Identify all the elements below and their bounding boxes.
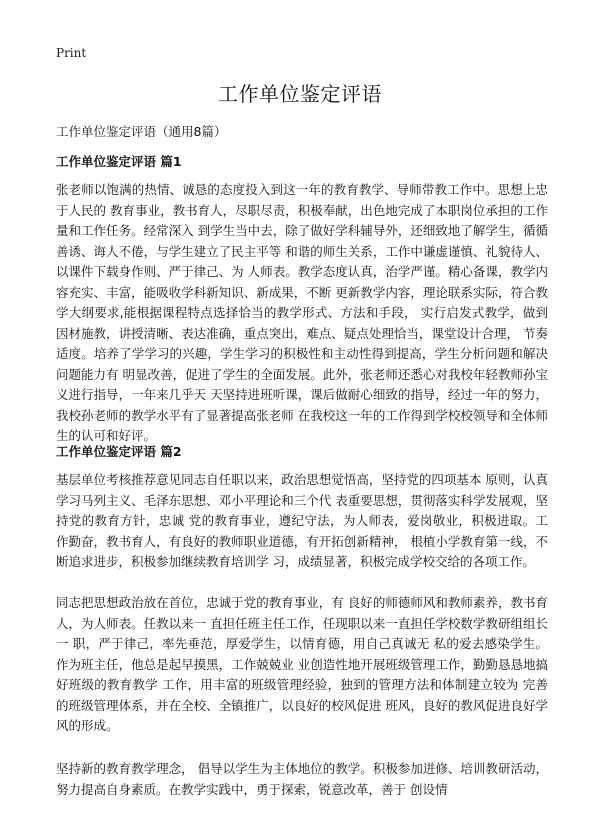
section-1-paragraph-1: 张老师以饱满的热情、诚恳的态度投入到这一年的教育教学、导师带教工作中。思想上忠于人民的 教育事业，教书育人，尽职尽责，积极奉献，出色地完成了本职岗位承担的工作量和工作任务。经常深入 到学生当中去，除了做好学科辅导外，还细致地了解学生，循循善诱、诲人不倦，与学生建立了民主平等 和谐的师生关系，工作中谦虚谨慎、礼貌待人、以课件下载身作则、严于律己、为 人师表。教学态度认真，治学严谨。精心备课，教学内容充实、丰富，能吸收学科新知识、新成果，不断 更新教学内容，理论联系实际，符合教学大纲要求,能根据课程特点选择恰当的教学形式、方法和手段， 实行启发式教学，做到因材施教，讲授清晰、表达准确，重点突出，难点、疑点处理恰当，课堂设计合理， 节奏适度。培养了学学习的兴趣，学生学习的积极性和主动性得到提高，学生分析问题和解决问题能力有 明显改善，促进了学生的全面发展。此外，张老师还悉心对我校年轻教师孙宝义进行指导，一年来几乎天 天坚持进班听课，课后做耐心细致的指导，经过一年的努力，我校孙老师的教学水平有了显著提高张老师 在我校这一年的工作得到学校校领导和全体师生的认可和好评。 (56, 182, 548, 443)
section-heading-1: 工作单位鉴定评语 篇1 (56, 154, 182, 169)
section-2-paragraph-3: 坚持新的教育教学理念， 倡导以学生为主体地位的教学。积极参加进修、培训教研活动，努力提高自身素质。在教学实践中，勇于探索，锐意改革，善于 创设情 (56, 761, 548, 797)
document-subtitle: 工作单位鉴定评语（通用8篇） (56, 124, 227, 139)
section-2-paragraph-2: 同志把思想政治放在首位，忠诚于党的教育事业，有 良好的师德师风和教师素养，教书育人，为人师表。任教以来一 直担任班主任工作，任现职以来一直担任学校数学教研组组长一 职，严于律己，率先垂范，厚爱学生，以情育德，用自己真诚无 私的爱去感染学生。作为班主任，他总是起早摸黑，工作兢兢业 业创造性地开展班级管理工作，勤勤恳恳地搞好班级的教育教学 工作，用丰富的班级管理经验，独到的管理方法和体制建立较为 完善的班级管理体系，并在全校、全镇推广，以良好的校风促进 班风，良好的教风促进良好学风的形成。 (56, 595, 548, 733)
print-link[interactable]: Print (56, 46, 87, 60)
section-2-paragraph-1: 基层单位考核推荐意见同志自任职以来，政治思想觉悟高，坚持党的四项基本 原则，认真学习马列主义、毛泽东思想、邓小平理论和三个代 表重要思想，贯彻落实科学发展观，坚持党的教育方针，忠诚 党的教育事业，遵纪守法，为人师表，爱岗敬业，积极进取。工 作勤奋，教书育人，有良好的教师职业道德，有开拓创新精神， 根植小学教育第一线，不断追求进步，积极参加继续教育培训学 习，成绩显著，积极完成学校交给的各项工作。 (56, 472, 548, 569)
section-heading-2: 工作单位鉴定评语 篇2 (56, 444, 182, 459)
document-title: 工作单位鉴定评语 (218, 82, 382, 106)
